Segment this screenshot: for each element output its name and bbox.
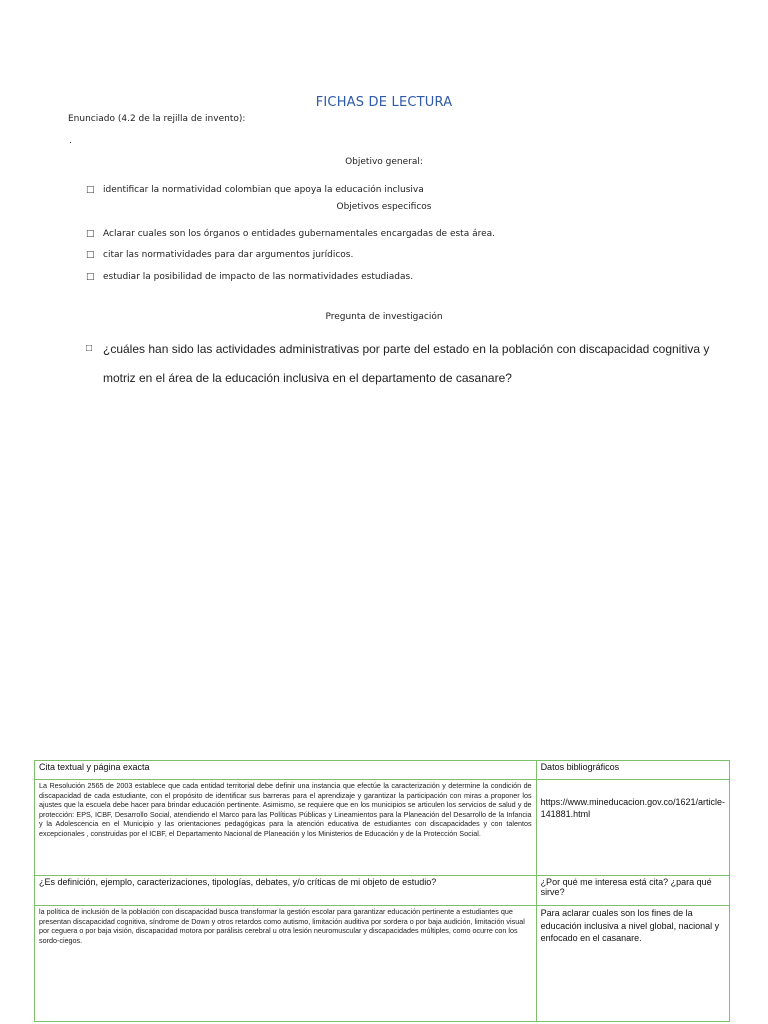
objetivo-especifico-item (86, 250, 353, 260)
document-title: FICHAS DE LECTURA (315, 95, 453, 110)
objetivo-especifico-item (86, 229, 495, 239)
checkbox-bullet-icon: □ (86, 343, 93, 354)
checkbox-bullet-icon: □ (86, 272, 95, 282)
pregunta-label: Pregunta de investigación (325, 312, 443, 322)
objetivo-general-item (86, 185, 424, 195)
objetivo-general-label: Objetivo general: (345, 157, 423, 167)
checkbox-bullet-icon: □ (86, 250, 95, 260)
header-cita: Cita textual y página exacta (35, 761, 537, 780)
table-row (35, 780, 730, 876)
enunciado-label: Enunciado (4.2 de la rejilla de invento): (68, 114, 246, 124)
pregunta-item (86, 343, 726, 393)
question-objeto: ¿Es definición, ejemplo, caracterizaciones, tipologías, debates, y/o críticas de mi objeto de estudio? (35, 876, 537, 906)
checkbox-bullet-icon: □ (86, 229, 95, 239)
header-datos: Datos bibliográficos (536, 761, 729, 780)
ficha-table (34, 760, 730, 1022)
objeto-text: la política de inclusión de la población con discapacidad busca transformar la gestión escolar para garantizar educación pertinente a estudiantes que presentan discapacidad cognitiva, síndrome de Down y otros retardos como autismo, limitación auditiva por sordera o por baja audición, limitación visual por ceguera o por baja visión, discapacidad motora por parálisis cerebral u otra lesión neuromuscular y discapacidades múltiples, como ocurre con los sordo-ciegos. (35, 906, 537, 1022)
table-row (35, 906, 730, 1022)
objetivo-especifico-text: estudiar la posibilidad de impacto de las normatividades estudiadas. (103, 272, 414, 282)
objetivo-especifico-item (86, 272, 413, 282)
objetivo-general-text: identificar la normatividad colombian que apoya la educación inclusiva (103, 185, 424, 195)
objetivo-especifico-text: Aclarar cuales son los órganos o entidades gubernamentales encargadas de esta área. (103, 229, 496, 239)
interes-text: Para aclarar cuales son los fines de la educación inclusiva a nivel global, nacional y enfocado en el casanare. (536, 906, 729, 1022)
question-interes: ¿Por qué me interesa está cita? ¿para qué sirve? (536, 876, 729, 906)
cita-text: La Resolución 2565 de 2003 establece que cada entidad territorial debe definir una instancia que efectúe la caracterización y determine la condición de discapacidad de cada estudiante, con el propósito de identificar sus barreras para el aprendizaje y garantizar la participación con miras a proponer los ajustes que la escuela debe hacer para brindar educación pertinente. Asimismo, se requiere que en los municipios se articulen los servicios de salud y de protección: EPS, ICBF, Desarrollo Social, atendiendo el Marco para las Políticas Públicas y Lineamientos para la Planeación del Desarrollo de la Infancia y la Adolescencia en el Municipio y las orientaciones pedagógicas para la atención educativa de estudiantes con discapacidades y con talentos excepcionales , construidas por el ICBF, el Departamento Nacional de Planeación y los Ministerios de Educación y de la Protección Social. (35, 780, 537, 876)
enunciado-dot: . (69, 136, 72, 146)
bibliographic-url: https://www.mineducacion.gov.co/1621/article-141881.html (536, 780, 729, 876)
pregunta-text: ¿cuáles han sido las actividades administrativas por parte del estado en la población con discapacidad cognitiva y motriz en el área de la educación inclusiva en el departamento de casanare? (103, 342, 710, 385)
table-row (35, 761, 730, 780)
objetivos-especificos-label: Objetivos especificos (336, 202, 432, 212)
checkbox-bullet-icon: □ (86, 185, 95, 195)
objetivo-especifico-text: citar las normatividades para dar argumentos jurídicos. (103, 250, 354, 260)
table-row (35, 876, 730, 906)
